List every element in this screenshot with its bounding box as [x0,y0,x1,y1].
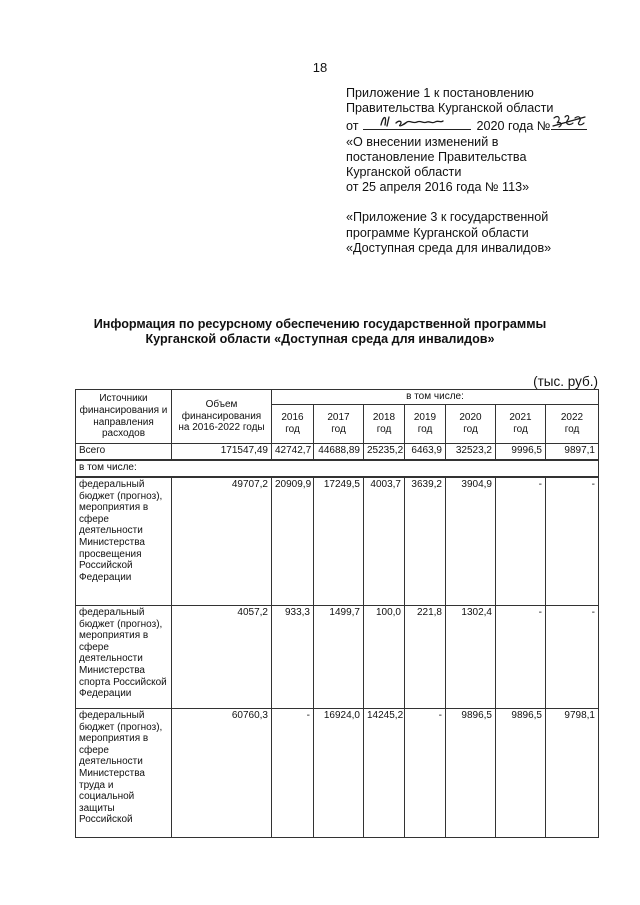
handwritten-number [551,116,587,130]
table-cell: - [496,606,546,709]
header-year [272,405,314,444]
row-volume: 4057,2 [172,606,272,709]
year-unit: год [564,424,580,435]
year-number: 2018 [372,412,396,424]
table-cell: 9896,5 [496,709,546,838]
row-volume: 171547,49 [172,444,272,461]
table-row [76,606,599,709]
table-cell: 4003,7 [364,477,405,606]
table-cell: - [496,477,546,606]
date-prefix: от [346,119,359,134]
appendix-date-line [346,116,616,134]
resource-table [75,389,599,838]
year-number: 2017 [327,412,350,424]
table-cell: 44688,89 [314,444,364,461]
table-cell: - [546,606,599,709]
appendix-line-1: Приложение 1 к постановлению [346,86,534,100]
year-unit: год [331,424,346,435]
appendix-line-7: от 25 апреля 2016 года № 113» [346,180,530,195]
table-row [76,477,599,606]
appendix-line-2: Правительства Курганской области [346,101,554,116]
header-source: Источники финансирования и направления расходов [76,390,172,444]
table-cell: 14245,2 [364,709,405,838]
appendix-block [346,86,616,256]
year-unit: год [513,424,528,435]
table-cell: 32523,2 [446,444,496,461]
header-volume: Объем финансирования на 2016-2022 годы [172,390,272,444]
table-cell: 1499,7 [314,606,364,709]
year-number: 2021 [509,412,532,424]
table-cell: 100,0 [364,606,405,709]
header-year [314,405,364,444]
handwritten-date [363,116,471,130]
year-unit: год [417,424,433,435]
appendix-line-6: Курганской области [346,165,462,180]
table-cell: 20909,9 [272,477,314,606]
table-cell: 9896,5 [446,709,496,838]
year-number: 2019 [413,412,437,424]
year-number: 2016 [281,412,304,424]
year-text: 2020 года № [476,119,551,134]
year-unit: год [463,424,478,435]
table-cell: 3639,2 [405,477,446,606]
table-row-subheader [76,460,599,477]
appendix-line-10: «Доступная среда для инвалидов» [346,240,552,255]
table-cell: 16924,0 [314,709,364,838]
subheader-cell: в том числе: [76,460,599,477]
table-cell: - [272,709,314,838]
table-cell: 3904,9 [446,477,496,606]
spacer [346,195,616,210]
table-cell: - [546,477,599,606]
year-number: 2022 [560,412,584,424]
table-cell: 9996,5 [496,444,546,461]
appendix-line-4: «О внесении изменений в [346,134,499,149]
title-line-1: Информация по ресурсному обеспечению государственной программы [93,317,547,331]
document-title [40,317,600,347]
row-label: федеральный бюджет (прогноз), мероприятия в сфере деятельности Министерства просвещения Российской Федерации [76,477,172,606]
table-cell: 42742,7 [272,444,314,461]
table-cell: 933,3 [272,606,314,709]
row-label: федеральный бюджет (прогноз), мероприятия в сфере деятельности Министерства спорта Российской Федерации [76,606,172,709]
table-cell: 25235,2 [364,444,405,461]
year-unit: год [285,424,300,435]
table-cell: 9798,1 [546,709,599,838]
header-year [364,405,405,444]
table-row [76,709,599,838]
year-unit: год [376,424,392,435]
page-number: 18 [312,60,328,75]
header-year [496,405,546,444]
header-year [446,405,496,444]
header-year [546,405,599,444]
row-volume: 60760,3 [172,709,272,838]
title-line-2: Курганской области «Доступная среда для инвалидов» [145,332,495,346]
table-cell: 221,8 [405,606,446,709]
appendix-line-8: «Приложение 3 к государственной [346,210,549,225]
appendix-line-9: программе Курганской области [346,225,529,240]
table-cell: 9897,1 [546,444,599,461]
row-volume: 49707,2 [172,477,272,606]
header-row-1 [76,390,599,405]
table-cell: 6463,9 [405,444,446,461]
appendix-line-5: постановление Правительства [346,149,527,164]
year-number: 2020 [459,412,482,424]
table-cell: - [405,709,446,838]
header-year [405,405,446,444]
units-label: (тыс. руб.) [533,374,598,389]
table-cell: 1302,4 [446,606,496,709]
row-label: федеральный бюджет (прогноз), мероприятия в сфере деятельности Министерства труда и социальной защиты Российской [76,709,172,838]
table-row-total [76,444,599,461]
row-label: Всего [76,444,172,461]
table-cell: 17249,5 [314,477,364,606]
header-including: в том числе: [272,390,599,405]
